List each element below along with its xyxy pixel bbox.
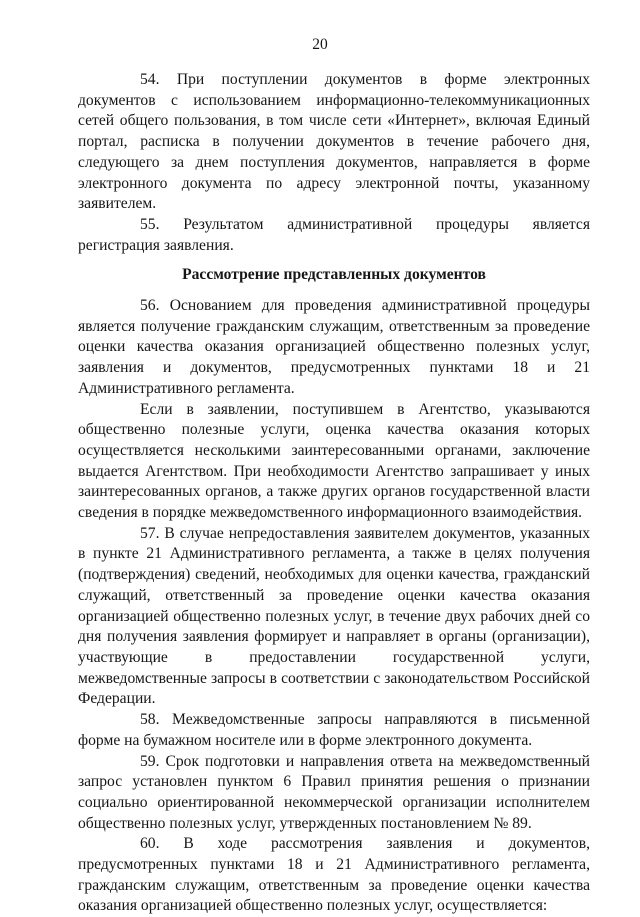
paragraph-58: 58. Межведомственные запросы направляются в письменной форме на бумажном носителе или в форме электронного документа. <box>78 711 590 749</box>
section-heading: Рассмотрение представленных документов <box>182 266 486 284</box>
paragraph-56-continued: Если в заявлении, поступившем в Агентство, указываются общественно полезные услуги, оценка качества оказания которых осуществляется несколькими заинтересованными органами, заключение выдается Агентством. При необходимости Агентство запрашивает у иных заинтересованных органов, а также других органов государственной власти сведения в порядке межведомственного информационного взаимодействия. <box>78 400 590 522</box>
document-body <box>78 70 590 917</box>
paragraph-55: 55. Результатом административной процедуры является регистрация заявления. <box>78 215 590 254</box>
paragraph-54: 54. При поступлении документов в форме электронных документов с использованием информационно-телекоммуникационных сетей общего пользования, в том числе сети «Интернет», включая Единый портал, расписка в получении документов в течение рабочего дня, следующего за днем поступления документов, направляется в форме электронного документа по адресу электронной почты, указанному заявителем. <box>78 71 590 213</box>
paragraph-56: 56. Основанием для проведения административной процедуры является получение гражданским служащим, ответственным за проведение оценки качества оказания организацией общественно полезных услуг, заявления и документов, предусмотренных пунктами 18 и 21 Административного регламента. <box>78 297 590 397</box>
paragraph-59: 59. Срок подготовки и направления ответа на межведомственный запрос установлен пунктом 6 Правил принятия решения о признании социально ориентированной некоммерческой организации исполнителем общественно полезных услуг, утвержденных постановлением № 89. <box>78 752 590 832</box>
page-number: 20 <box>312 36 328 53</box>
paragraph-60: 60. В ходе рассмотрения заявления и документов, предусмотренных пунктами 18 и 21 Административного регламента, гражданским служащим, ответственным за проведение оценки качества оказания организацией общественно полезных услуг, осуществляется: <box>78 835 590 915</box>
paragraph-57: 57. В случае непредоставления заявителем документов, указанных в пункте 21 Административного регламента, а также в целях получения (подтверждения) сведений, необходимых для оценки качества, гражданский служащий, ответственный за проведение оценки качества оказания организацией общественно полезных услуг, в течение двух рабочих дней со дня получения заявления формирует и направляет в органы (организации), участвующие в предоставлении государственной услуги, межведомственные запросы в соответствии с законодательством Российской Федерации. <box>78 524 590 708</box>
